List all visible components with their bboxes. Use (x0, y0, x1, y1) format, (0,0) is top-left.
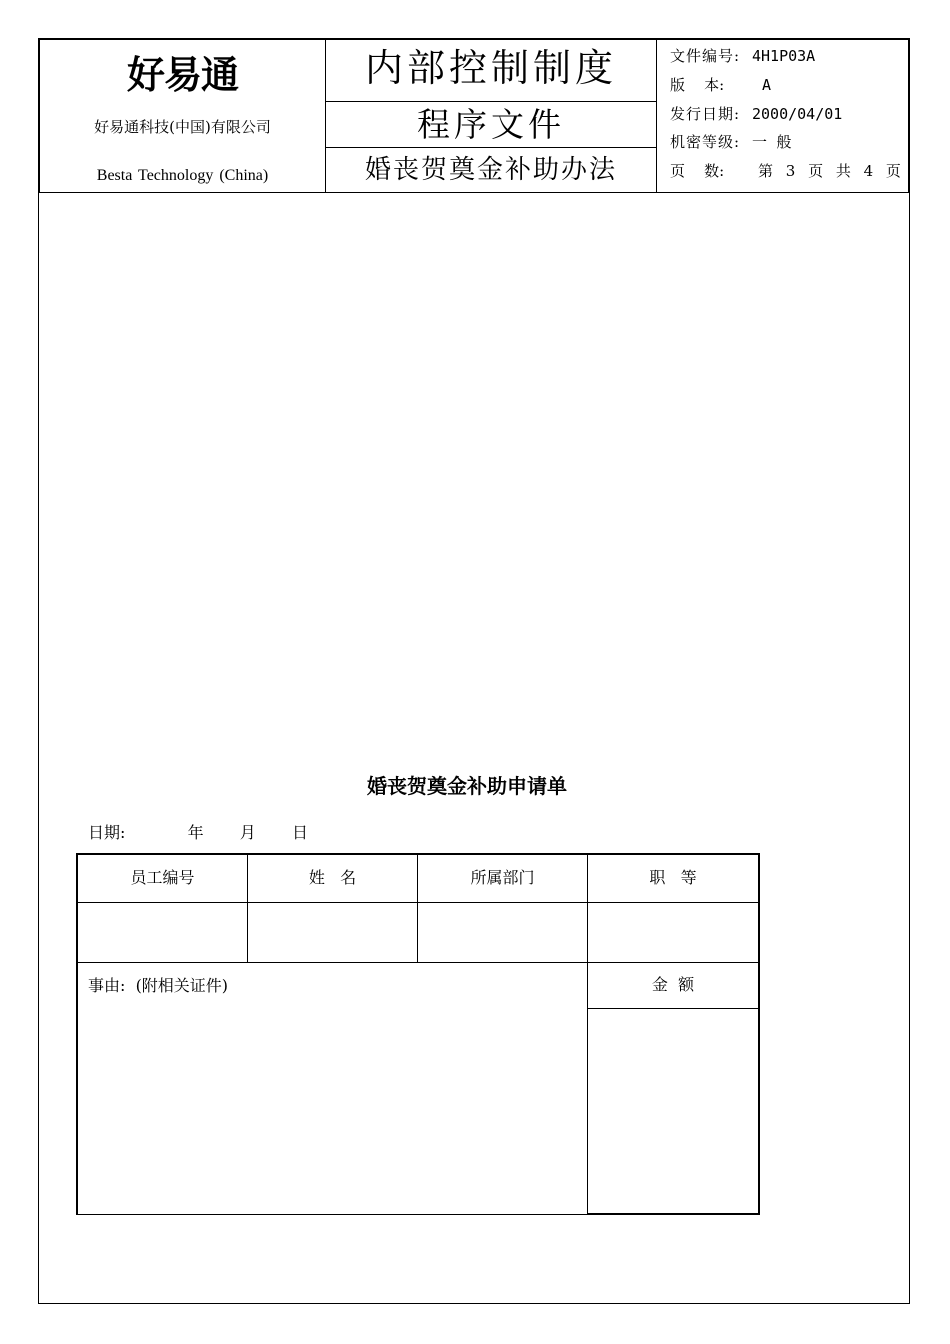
issue-date-value: 2000/04/01 (752, 105, 843, 123)
company-name-en: Besta Technology (China) (96, 167, 269, 184)
version-value: A (762, 76, 772, 94)
title-sub: 程序文件 (326, 102, 656, 148)
pages-line (670, 160, 902, 182)
version-line (670, 74, 902, 96)
document-header (38, 38, 910, 193)
date-line (88, 820, 308, 843)
amount-field[interactable] (588, 1009, 758, 1215)
application-form-table (76, 853, 760, 1215)
pages-value: 第 3 页 共 4 页 (758, 162, 904, 180)
header-grade: 职 等 (588, 855, 758, 903)
amount-header: 金 额 (588, 963, 758, 1009)
year-label: 年 (187, 823, 204, 842)
header-employee-id: 员工编号 (78, 855, 248, 903)
doc-number-label: 文件编号: (670, 47, 741, 65)
meta-block (657, 40, 908, 192)
doc-number-value: 4H1P03A (752, 47, 816, 65)
header-name: 姓 名 (248, 855, 418, 903)
grade-field[interactable] (588, 903, 758, 963)
company-name-cn: 好易通科技(中国)有限公司 (94, 118, 271, 136)
reason-field[interactable] (78, 963, 588, 1214)
issue-date-label: 发行日期: (670, 105, 741, 123)
issue-date-line (670, 103, 902, 125)
form-title: 婚丧贺奠金补助申请单 (367, 774, 567, 798)
day-label: 日 (292, 823, 309, 842)
version-label: 版 本: (670, 76, 725, 94)
employee-id-field[interactable] (78, 903, 248, 963)
company-logo: 好易通 (126, 53, 238, 97)
doc-number-line (670, 45, 902, 67)
header-department: 所属部门 (418, 855, 588, 903)
department-field[interactable] (418, 903, 588, 963)
company-block (40, 40, 326, 192)
secrecy-value: 一 般 (752, 133, 792, 151)
date-label: 日期: (88, 823, 126, 842)
document-title: 婚丧贺奠金补助办法 (364, 155, 617, 185)
month-label: 月 (239, 823, 256, 842)
name-field[interactable] (248, 903, 418, 963)
title-main: 内部控制制度 (326, 40, 656, 102)
title-block (326, 40, 657, 192)
pages-label: 页 数: (670, 162, 725, 180)
secrecy-label: 机密等级: (670, 133, 741, 151)
secrecy-line (670, 131, 902, 153)
reason-label: 事由: (附相关证件) (88, 976, 229, 995)
